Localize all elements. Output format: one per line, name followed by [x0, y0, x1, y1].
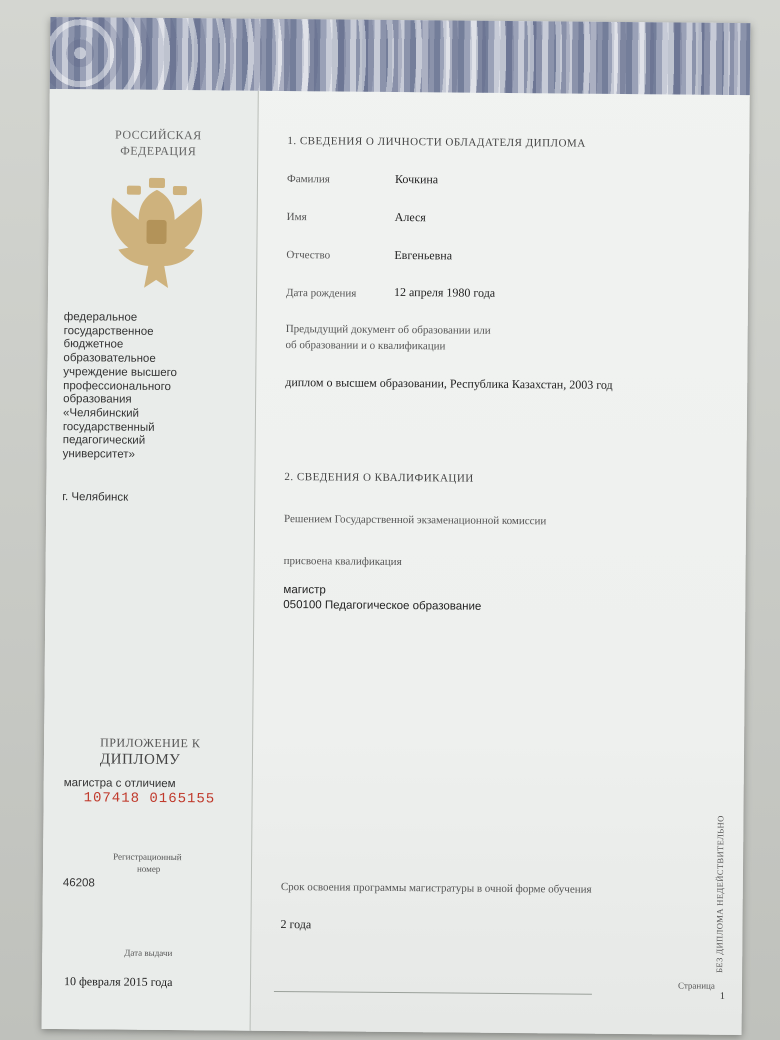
city: г. Челябинск	[62, 491, 129, 504]
institution-line: образования	[63, 393, 132, 406]
appendix-title-line2: ДИПЛОМУ	[99, 751, 181, 769]
reg-number-label-line1: Регистрационный	[113, 851, 182, 863]
patronymic-label: Отчество	[286, 249, 331, 262]
institution-line: образовательное	[63, 352, 156, 366]
signature-line	[274, 991, 592, 995]
section1-title: 1. СВЕДЕНИЯ О ЛИЧНОСТИ ОБЛАДАТЕЛЯ ДИПЛОМА	[287, 135, 586, 150]
reg-number-label-line2: номер	[136, 863, 161, 874]
page-label: Страница	[677, 980, 715, 991]
surname-label: Фамилия	[286, 173, 330, 186]
coat-of-arms-icon	[104, 175, 209, 294]
diploma-appendix-sheet	[42, 17, 751, 1035]
institution-line: «Челябинский	[62, 407, 140, 420]
issue-date: 10 февраля 2015 года	[63, 974, 173, 990]
prev-doc-label-line1: Предыдущий документ об образовании или	[285, 323, 491, 337]
duration-text: Срок освоения программы магистратуры в очной форме обучения	[280, 881, 592, 896]
patronymic-value: Евгеньевна	[394, 247, 453, 263]
page-number: 1	[719, 990, 725, 1002]
prev-doc-label-line2: об образовании и о квалификации	[285, 339, 446, 353]
dob-label: Дата рождения	[285, 287, 357, 300]
assigned-qualification-text: присвоена квалификация	[283, 555, 402, 569]
issue-date-label: Дата выдачи	[124, 947, 173, 959]
degree-type: магистра с отличием	[63, 777, 176, 791]
name-label: Имя	[286, 211, 307, 224]
country-line2: ФЕДЕРАЦИЯ	[120, 143, 197, 159]
appendix-title-line1: ПРИЛОЖЕНИЕ К	[100, 735, 201, 751]
institution-line: государственный	[62, 420, 155, 434]
institution-line: бюджетное	[63, 338, 124, 352]
institution-block	[63, 311, 178, 463]
name-value: Алеся	[394, 209, 426, 225]
institution-line: учреждение высшего	[63, 365, 178, 379]
vertical-note: БЕЗ ДИПЛОМА НЕДЕЙСТВИТЕЛЬНО	[714, 815, 726, 973]
institution-line: федеральное	[63, 311, 138, 324]
serial-number: 107418 0165155	[83, 790, 216, 808]
institution-line: педагогический	[62, 434, 146, 448]
guilloche-band	[50, 17, 751, 95]
institution-line: государственное	[63, 324, 154, 338]
duration-value: 2 года	[280, 917, 312, 932]
surname-value: Кочкина	[394, 171, 439, 187]
institution-line: университет»	[62, 448, 135, 461]
qualification-value: магистр	[283, 584, 326, 597]
prev-doc-value: диплом о высшем образовании, Республика Казахстан, 2003 год	[285, 375, 613, 392]
country-line1: РОССИЙСКАЯ	[115, 127, 202, 143]
institution-line: профессионального	[63, 379, 171, 393]
specialty-value: 050100 Педагогическое образование	[283, 599, 482, 613]
reg-number: 46208	[62, 877, 95, 890]
section2-title: 2. СВЕДЕНИЯ О КВАЛИФИКАЦИИ	[284, 471, 474, 485]
commission-text: Решением Государственной экзаменационной комиссии	[284, 513, 547, 528]
dob-value: 12 апреля 1980 года	[393, 284, 496, 300]
